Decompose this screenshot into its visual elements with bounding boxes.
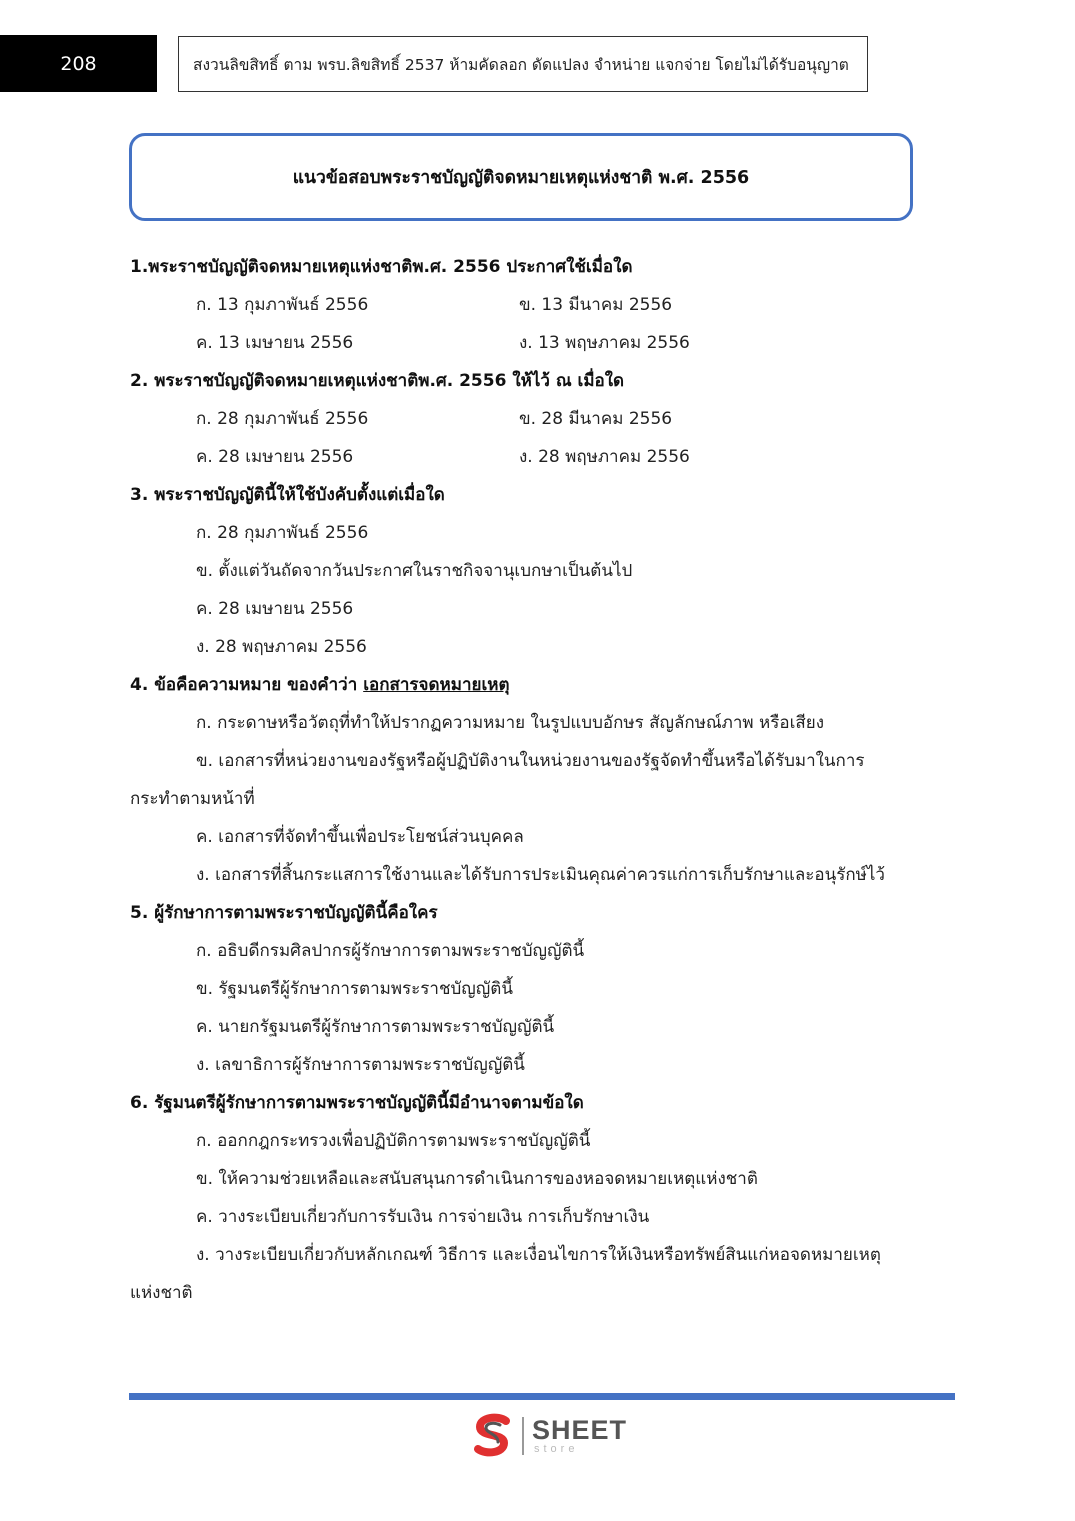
question-4-term: เอกสารจดหมายเหตุ xyxy=(363,675,510,695)
option: ข. 13 มีนาคม 2556 xyxy=(519,295,673,315)
question-4-prefix: 4. ข้อคือความหมาย ของคำว่า xyxy=(130,675,364,695)
option: ก. 28 กุมภาพันธ์ 2556 xyxy=(196,523,369,543)
sheet-store-logo xyxy=(470,1412,627,1460)
option-continuation: แห่งชาติ xyxy=(130,1283,193,1303)
option: ง. วางระเบียบเกี่ยวกับหลักเกณฑ์ วิธีการ และเงื่อนไขการให้เงินหรือทรัพย์สินแก่หอจดหมายเหตุ xyxy=(196,1245,881,1265)
question-2-options-row-2 xyxy=(130,438,930,476)
question-6: 6. รัฐมนตรีผู้รักษาการตามพระราชบัญญัตินี้มีอำนาจตามข้อใด xyxy=(130,1093,584,1113)
question-4 xyxy=(130,666,930,704)
option: ข. ตั้งแต่วันถัดจากวันประกาศในราชกิจจานุเบกษาเป็นต้นไป xyxy=(196,561,633,581)
logo-main-text: SHEET xyxy=(532,1415,628,1445)
question-5: 5. ผู้รักษาการตามพระราชบัญญัตินี้คือใคร xyxy=(130,903,438,923)
option: ค. 28 เมษายน 2556 xyxy=(196,447,354,467)
option: ก. 28 กุมภาพันธ์ 2556 xyxy=(196,409,369,429)
option: ก. 13 กุมภาพันธ์ 2556 xyxy=(196,295,369,315)
question-list xyxy=(130,248,930,1312)
option: ง. เอกสารที่สิ้นกระแสการใช้งานและได้รับการประเมินคุณค่าควรแก่การเก็บรักษาและอนุรักษ์ไว้ xyxy=(196,865,885,885)
option: ค. 28 เมษายน 2556 xyxy=(196,599,354,619)
option: ก. กระดาษหรือวัตถุที่ทำให้ปรากฏความหมาย ในรูปแบบอักษร สัญลักษณ์ภาพ หรือเสียง xyxy=(196,713,825,733)
option: ง. 13 พฤษภาคม 2556 xyxy=(519,333,690,353)
question-1-options-row-2 xyxy=(130,324,930,362)
page-title xyxy=(129,133,913,221)
option: ก. ออกกฎกระทรวงเพื่อปฏิบัติการตามพระราชบัญญัตินี้ xyxy=(196,1131,591,1151)
question-1-options-row-1 xyxy=(130,286,930,324)
option: ก. อธิบดีกรมศิลปากรผู้รักษาการตามพระราชบัญญัตินี้ xyxy=(196,941,585,961)
footer-divider xyxy=(129,1393,955,1400)
option: ข. เอกสารที่หน่วยงานของรัฐหรือผู้ปฏิบัติงานในหน่วยงานของรัฐจัดทำขึ้นหรือได้รับมาในการ xyxy=(196,751,865,771)
option: ข. รัฐมนตรีผู้รักษาการตามพระราชบัญญัตินี้ xyxy=(196,979,513,999)
option: ง. 28 พฤษภาคม 2556 xyxy=(519,447,690,467)
copyright-notice: สงวนลิขสิทธิ์ ตาม พรบ.ลิขสิทธิ์ 2537 ห้ามคัดลอก ดัดแปลง จำหน่าย แจกจ่าย โดยไม่ได้รับอนุญาต xyxy=(178,36,868,92)
question-2-options-row-1 xyxy=(130,400,930,438)
option: ค. วางระเบียบเกี่ยวกับการรับเงิน การจ่ายเงิน การเก็บรักษาเงิน xyxy=(196,1207,650,1227)
option: ค. นายกรัฐมนตรีผู้รักษาการตามพระราชบัญญัตินี้ xyxy=(196,1017,555,1037)
question-3: 3. พระราชบัญญัตินี้ให้ใช้บังคับตั้งแต่เมื่อใด xyxy=(130,485,445,505)
option: ค. 13 เมษายน 2556 xyxy=(196,333,354,353)
logo-divider xyxy=(522,1417,524,1455)
page-title-text: แนวข้อสอบพระราชบัญญัติจดหมายเหตุแห่งชาติ พ.ศ. 2556 xyxy=(292,168,750,188)
question-1: 1.พระราชบัญญัติจดหมายเหตุแห่งชาติพ.ศ. 2556 ประกาศใช้เมื่อใด xyxy=(130,257,633,277)
logo-s-icon xyxy=(470,1413,516,1459)
option: ข. ให้ความช่วยเหลือและสนับสนุนการดำเนินการของหอจดหมายเหตุแห่งชาติ xyxy=(196,1169,758,1189)
option: ข. 28 มีนาคม 2556 xyxy=(519,409,673,429)
option: ค. เอกสารที่จัดทำขึ้นเพื่อประโยชน์ส่วนบุคคล xyxy=(196,827,524,847)
option: ง. เลขาธิการผู้รักษาการตามพระราชบัญญัตินี้ xyxy=(196,1055,525,1075)
option: ง. 28 พฤษภาคม 2556 xyxy=(196,637,367,657)
question-2: 2. พระราชบัญญัติจดหมายเหตุแห่งชาติพ.ศ. 2556 ให้ไว้ ณ เมื่อใด xyxy=(130,371,625,391)
option-continuation: กระทำตามหน้าที่ xyxy=(130,789,255,809)
logo-sub-text: store xyxy=(534,1443,579,1455)
page-number: 208 xyxy=(0,35,157,92)
logo-text xyxy=(532,1417,627,1455)
